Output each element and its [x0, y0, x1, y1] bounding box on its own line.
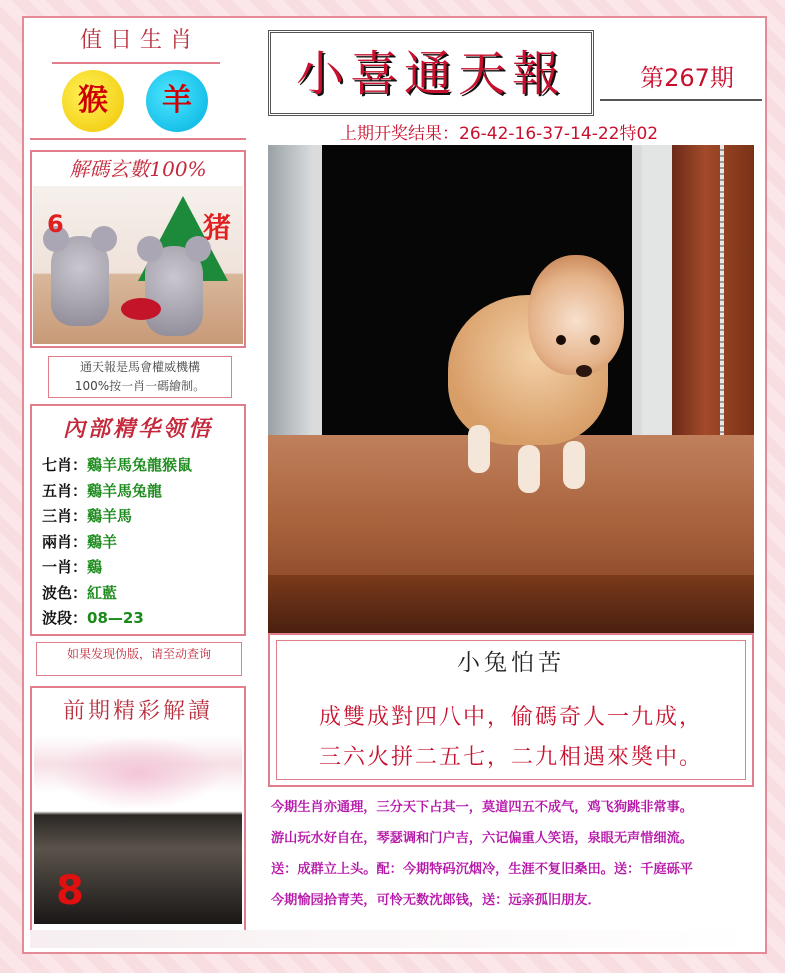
dog-head	[528, 255, 624, 375]
bottom-strip	[30, 930, 754, 948]
past-image	[34, 736, 242, 924]
poem-block	[268, 792, 754, 922]
core-list	[42, 454, 242, 633]
poem-line: 今期愉园拾青芙，可怜无数沈郎钱，送：远亲孤旧朋友．	[271, 893, 601, 908]
masthead-title: 小喜通天報	[295, 46, 566, 102]
verse-title: 小兔怕苦	[457, 650, 565, 676]
last-draw-result: 上期开奖结果：26-42-16-37-14-22特02	[340, 124, 659, 144]
past-number: 8	[56, 868, 84, 914]
past-title: 前期精彩解讀	[62, 699, 213, 724]
core-row: 一肖：鷄	[42, 558, 103, 576]
divider	[600, 99, 762, 101]
core-row: 三肖：鷄羊馬	[42, 507, 133, 525]
core-row: 波段：08—23	[42, 609, 144, 627]
report-fake-notice: 如果发现伪版，请至动查询	[36, 642, 242, 676]
divider	[30, 138, 246, 140]
verse-line-2: 三六火拼二五七，二九相遇來奬中。	[318, 745, 703, 770]
puppy-photo	[268, 145, 754, 633]
core-title: 內部精华领悟	[62, 416, 213, 442]
mouse-figure	[145, 246, 203, 336]
zodiac-animal-1: 猴	[62, 70, 124, 132]
poem-line: 今期生肖亦通理，三分天下占其一，莫道四五不成气，鸡飞狗跳非常事。	[271, 800, 693, 815]
zodiac-of-day-title: 值日生肖	[79, 28, 200, 53]
blur-blob	[54, 736, 224, 810]
authority-note	[48, 356, 232, 398]
core-row: 兩肖：鷄羊	[42, 532, 118, 551]
note-line-2: 100%按一肖一碼繪制。	[74, 379, 206, 393]
mice-image	[33, 186, 243, 344]
poem-line: 游山玩水好自在，琴瑟调和门户吉，六记偏重人笑语，泉眼无声惜细流。	[271, 831, 693, 846]
poem-line: 送：成群立上头。配：今期特码沉烟冷，生涯不复旧桑田。送：千庭砾平	[271, 862, 693, 877]
mouse-figure	[51, 236, 109, 326]
flower-figure	[121, 298, 161, 320]
divider	[52, 62, 220, 64]
core-row: 七肖：鷄羊馬兔龍猴鼠	[42, 456, 193, 474]
zodiac-animal-2: 羊	[146, 70, 208, 132]
core-row: 波色：紅藍	[42, 583, 118, 602]
core-row: 五肖：鷄羊馬兔龍	[42, 481, 163, 500]
decode-title: 解碼玄數100%	[69, 157, 207, 181]
decode-animal: 猪	[203, 211, 232, 244]
note-line-1: 通天報是馬會權威機構	[79, 360, 200, 374]
decode-number: 6	[47, 210, 64, 238]
verse-line-1: 成雙成對四八中，偷碼奇人一九成，	[318, 705, 703, 730]
issue-number: 第267期	[640, 64, 734, 92]
